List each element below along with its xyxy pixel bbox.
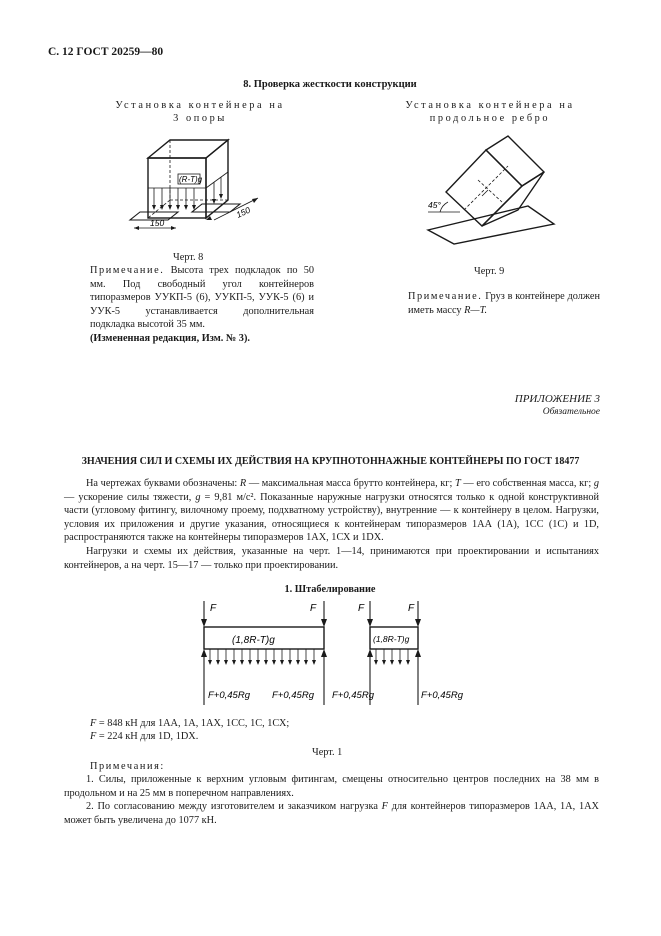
f-value-2: [90, 730, 198, 744]
fig9-caption: Черт. 9: [474, 266, 505, 277]
appendix-subtitle: Обязательное: [542, 407, 600, 417]
note-2-text-after: для контейнеров типоразмеров 1АА, 1А, 1АХ может быть увеличена до 1077 кН.: [64, 801, 599, 826]
paragraph-segment: T: [455, 478, 461, 489]
fig1-force-top-right: F: [310, 603, 317, 614]
main-heading: ЗНАЧЕНИЯ СИЛ И СХЕМЫ ИХ ДЕЙСТВИЯ НА КРУПНОТОННАЖНЫЕ КОНТЕЙНЕРЫ ПО ГОСТ 18477: [81, 456, 580, 467]
f-value-1: [90, 717, 289, 731]
body-paragraphs: [64, 477, 599, 572]
notes-label: Примечания:: [90, 761, 165, 772]
paragraph-segment: g: [195, 491, 201, 503]
fig8-note: [90, 264, 314, 332]
f-var: F: [90, 731, 97, 742]
paragraph-segment: g: [593, 478, 599, 489]
fig1-force-bottom-right: F+0,45Rg: [272, 690, 314, 701]
paragraph-segment: = 9,81 м/с². Показанные наружные нагрузки относятся только к одной конструктивной части (угловому фитингу, вилочному проему, подхватному устройству), внутренние — к контейнеру в целом. Нагрузки, условия их приложения и другие указания, относящиеся к контейнерам типоразмеров 1АА (1А), 1СС (1С) и 1D, распространяются также на контейнеры типоразмеров 1АХ, 1СХ и 1DX.: [64, 491, 599, 544]
paragraph-segment: — его собственная масса, кг;: [460, 478, 594, 489]
section-8-title: 8. Проверка жесткости конструкции: [243, 79, 417, 90]
fig1-small-force-top-left: F: [358, 603, 365, 614]
subsection-1-title: 1. Штабелирование: [284, 584, 376, 595]
paragraph-segment: — ускорение силы тяжести,: [64, 491, 196, 503]
fig9-drawing: [418, 126, 568, 250]
f-value-text: = 224 кН для 1D, 1DX.: [96, 731, 199, 742]
note-1: 1. Силы, приложенные к верхним угловым фитингам, смещены относительно центров последних на 38 мм в продольном и на 25 мм в поперечном направлениях.: [64, 774, 599, 799]
paragraph-segment: — максимальная масса брутто контейнера, кг;: [246, 478, 456, 489]
intro-paragraph: [64, 477, 599, 545]
fig9-caption-line2: продольное ребро: [429, 113, 551, 124]
fig9-note-text: Груз в контейнере должен иметь массу: [408, 291, 600, 316]
paragraph-segment: На чертежах буквами обозначены:: [86, 478, 240, 489]
fig8-caption-line2: 3 опоры: [173, 113, 227, 124]
note-2: [64, 800, 599, 827]
fig8-load-label: (R-T)g: [179, 175, 203, 184]
fig1-small-force-bottom-left: F+0,45Rg: [332, 690, 374, 701]
fig8-drawing: [120, 128, 320, 240]
amendment-note: (Измененная редакция, Изм. № 3).: [90, 333, 250, 344]
f-var: F: [90, 718, 97, 729]
fig1-force-top-left: F: [210, 603, 217, 614]
f-value-text: = 848 кН для 1АА, 1А, 1АХ, 1СС, 1С, 1СХ;: [96, 718, 290, 729]
fig1-caption: Черт. 1: [312, 747, 343, 758]
fig8-note-text: Высота трех подкладок по 50 мм. Под свободный угол контейнеров типоразмеров УУКП-5 (6), УУКП-5, УУК-5 (6) и УУК-5 устанавливается дополнительная подкладка высотой 35 мм.: [90, 265, 314, 331]
fig8-dim-b: 150: [234, 204, 252, 220]
paragraph-segment: R: [239, 478, 247, 489]
fig8-caption-line1: Установка контейнера на: [115, 100, 285, 111]
notes-list: [64, 773, 599, 827]
note-2-text: 2. По согласованию между изготовителем и заказчиком нагрузка: [86, 801, 382, 813]
fig1-drawing: [190, 597, 463, 709]
fig1-small-force-bottom-right: F+0,45Rg: [421, 690, 463, 701]
fig8-note-label: Примечание.: [90, 265, 165, 276]
appendix-title: ПРИЛОЖЕНИЕ 3: [514, 393, 600, 405]
paragraph-segment: Нагрузки и схемы их действия, указанные на черт. 1—14, принимаются при проектировании и испытаниях контейнеров, а на черт. 15—17 — только при проектировании.: [64, 545, 599, 571]
note-2-var: F: [381, 801, 388, 813]
fig9-note: [408, 290, 600, 317]
fig9-note-formula: R—T.: [464, 304, 488, 316]
fig1-load-big: (1,8R-T)g: [232, 635, 275, 646]
fig1-load-small: (1,8R-T)g: [373, 634, 410, 644]
fig1-force-bottom-left: F+0,45Rg: [208, 690, 250, 701]
fig8-dim-a: 150: [150, 218, 165, 228]
fig9-note-label: Примечание.: [408, 291, 483, 302]
fig9-angle-label: 45°: [428, 200, 441, 210]
fig1-small-force-top-right: F: [408, 603, 415, 614]
fig9-caption-line1: Установка контейнера на: [405, 100, 575, 111]
page-header: С. 12 ГОСТ 20259—80: [48, 46, 164, 58]
scope-paragraph: [64, 545, 599, 572]
fig8-caption: Черт. 8: [173, 252, 204, 263]
